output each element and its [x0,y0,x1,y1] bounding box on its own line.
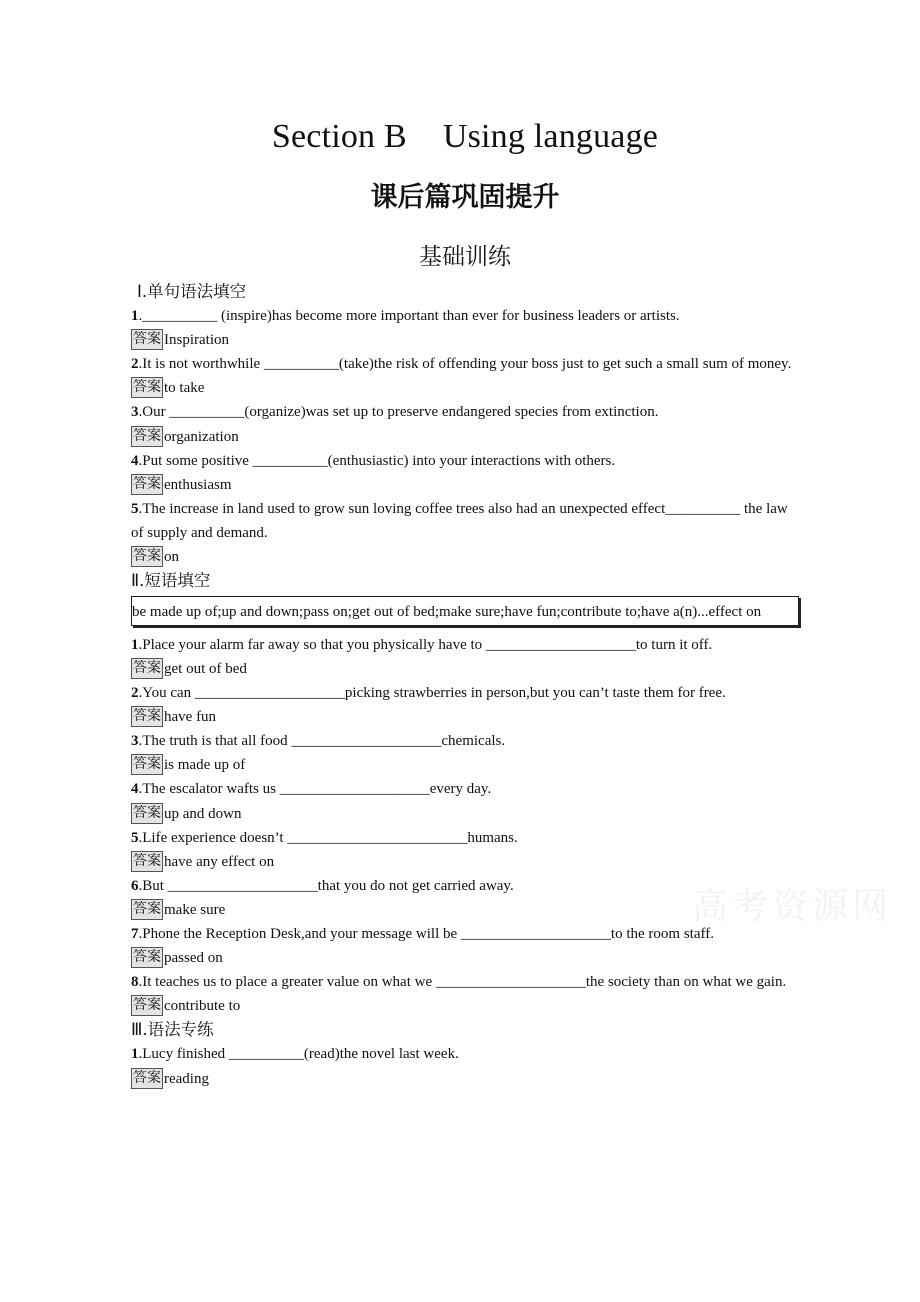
section-1-heading: Ⅰ.单句语法填空 [137,282,247,301]
phrase-word-box: be made up of;up and down;pass on;get out of bed;make sure;have fun;contribute to;have a(n)...effect on [131,596,799,626]
question-number: 2 [131,684,139,701]
title-part-2: Using language [442,118,659,155]
answer-row [131,753,799,777]
question [131,449,799,473]
section-3-heading: Ⅲ.语法专练 [131,1020,214,1040]
question [131,497,799,545]
answer-tag: 答案 [131,658,163,679]
answer-row [131,473,799,497]
question-text: .Our __________(organize)was set up to preserve endangered species from extinction. [138,404,659,421]
answer-tag: 答案 [131,474,163,495]
answer-row [131,376,799,400]
answer-row [131,802,799,826]
question [131,826,799,850]
question-number: 3 [131,733,139,750]
answer-row [131,994,799,1018]
answer-tag: 答案 [131,803,163,824]
question-text: .It is not worthwhile __________(take)the risk of offending your boss just to get such a small sum of money. [138,356,792,373]
question-number: 3 [131,404,139,421]
question-number: 2 [131,356,139,373]
question-text: .Lucy finished __________(read)the novel last week. [138,1046,459,1063]
question-text: .The increase in land used to grow sun loving coffee trees also had an unexpected effect__________ the law of supply and demand. [131,500,788,542]
question-text: .Phone the Reception Desk,and your message will be ____________________to the room staff. [138,925,714,942]
answer-tag: 答案 [131,899,163,920]
question [131,1042,799,1066]
question [131,633,799,657]
question-text: .You can ____________________picking strawberries in person,but you can’t taste them for free. [138,684,726,701]
answer-tag: 答案 [131,754,163,775]
page-title [131,116,799,158]
answer-row [131,850,799,874]
question [131,777,799,801]
answer-text: passed on [164,950,223,967]
answer-tag: 答案 [131,329,163,350]
question-text: .__________ (inspire)has become more important than ever for business leaders or artists. [138,308,680,324]
question [131,400,799,424]
answer-text: organization [164,428,239,445]
answer-tag: 答案 [131,706,163,727]
question [131,352,799,376]
answer-text: make sure [164,901,226,918]
answer-text: enthusiasm [164,476,232,493]
question-text: .The escalator wafts us ____________________every day. [138,781,492,798]
answer-text: reading [164,1070,209,1087]
question-text: .But ____________________that you do not get carried away. [138,877,514,894]
question-text: .Place your alarm far away so that you physically have to ____________________to turn it off. [138,636,713,653]
question-number: 8 [131,974,139,991]
question-number: 1 [131,308,139,324]
question-number: 4 [131,781,139,798]
answer-text: up and down [164,805,242,822]
question-number: 1 [131,636,139,653]
question-number: 5 [131,829,139,846]
question [131,681,799,705]
question-number: 6 [131,877,139,894]
question-number: 1 [131,1046,139,1063]
question [131,304,799,328]
question-number: 4 [131,452,139,469]
question [131,970,799,994]
answer-tag: 答案 [131,947,163,968]
answer-text: contribute to [164,998,241,1015]
watermark: 高考资源网 [692,886,893,927]
subheading: 基础训练 [419,244,511,270]
answer-row [131,1067,799,1091]
answer-tag: 答案 [131,377,163,398]
chapter-heading: 课后篇巩固提升 [370,182,560,213]
answer-text: get out of bed [164,660,247,677]
question-number: 5 [131,500,139,517]
title-part-1: Section B [271,118,407,155]
answer-tag: 答案 [131,851,163,872]
question-text: .Life experience doesn’t ________________________humans. [138,829,518,846]
answer-tag: 答案 [131,546,163,567]
question-text: .It teaches us to place a greater value on what we ____________________the society than on what we gain. [138,974,787,991]
exercise-content [131,280,799,1091]
answer-text: to take [164,380,205,397]
answer-row [131,328,799,352]
answer-tag: 答案 [131,1068,163,1089]
answer-row [131,705,799,729]
answer-text: on [164,549,179,566]
answer-row [131,946,799,970]
answer-text: is made up of [164,757,246,774]
question-number: 7 [131,925,139,942]
section-2-heading: Ⅱ.短语填空 [131,571,211,591]
question-text: .Put some positive __________(enthusiastic) into your interactions with others. [138,452,616,469]
answer-tag: 答案 [131,426,163,447]
answer-row [131,657,799,681]
answer-text: have fun [164,709,217,726]
question-text: .The truth is that all food ____________________chemicals. [138,733,506,750]
answer-tag: 答案 [131,995,163,1016]
answer-row [131,545,799,569]
answer-row [131,425,799,449]
answer-text: Inspiration [164,332,229,349]
answer-text: have any effect on [164,853,275,870]
question [131,729,799,753]
